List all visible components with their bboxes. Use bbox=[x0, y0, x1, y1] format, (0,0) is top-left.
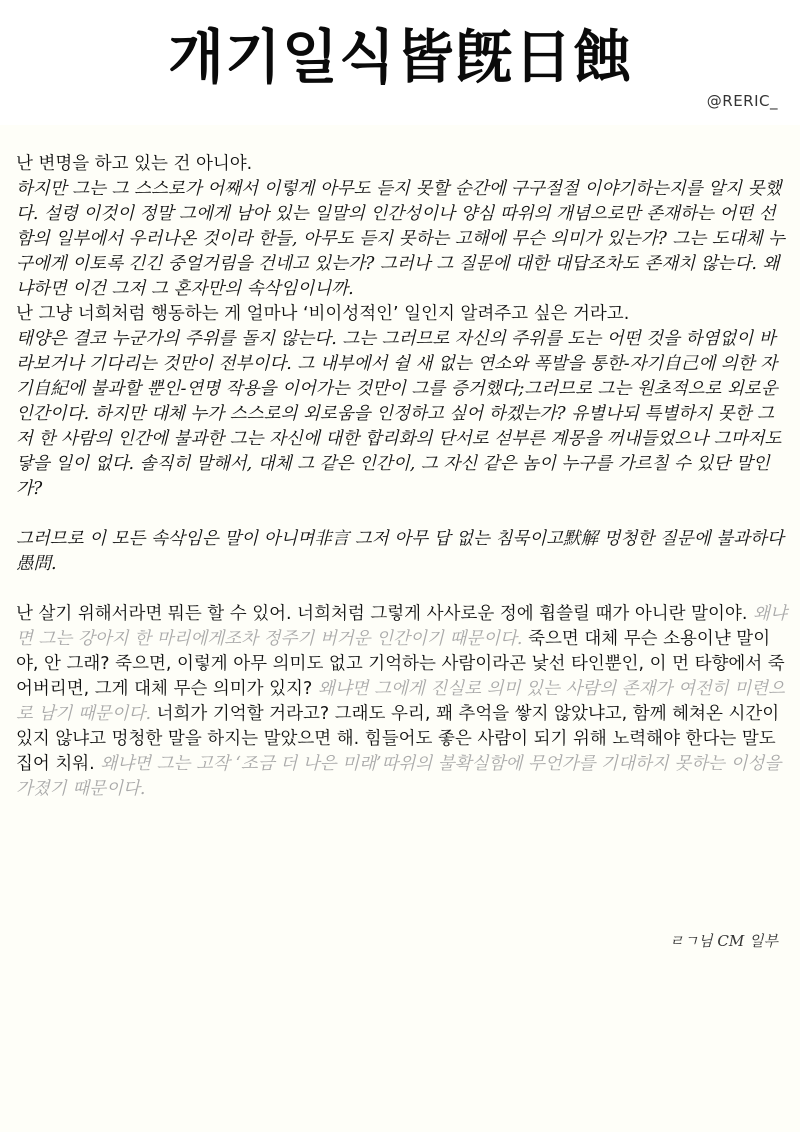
dialogue-line: 너희가 기억할 거라고? 그래도 우리, 꽤 추억을 쌓지 않았냐고, 함께 헤쳐온 시간이 있지 않냐고 멍청한 말을 하지는 말았으면 해. 힘들어도 좋은 사람이 되기 위해 노력해야 한다는 말도 집어 치워. bbox=[16, 704, 780, 774]
dialogue-line: 난 그냥 너희처럼 행동하는 게 얼마나 ‘비이성적인’ 일인지 알려주고 싶은 거라고. bbox=[16, 304, 630, 324]
dialogue-line: 난 살기 위해서라면 뭐든 할 수 있어. 너희처럼 그렇게 사사로운 정에 휩쓸릴 때가 아니란 말이야. bbox=[16, 604, 748, 624]
narration-italic: 하지만 그는 그 스스로가 어째서 이렇게 아무도 듣지 못할 순간에 구구절절 이야기하는지를 알지 못했다. 설령 이것이 정말 그에게 남아 있는 일말의 인간성이나 양심 따위의 개념으로만 존재하는 어떤 선함의 일부에서 우러나온 것이라 한들, 아무도 듣지 못하는 고해에 무슨 의미가 있는가? 그는 도대체 누구에게 이토록 긴긴 중얼거림을 건네고 있는가? 그러나 그 질문에 대한 대답조차도 존재치 않는다. 왜냐하면 이건 그저 그 혼자만의 속삭임이니까. bbox=[16, 179, 786, 299]
grey-narration: 왜냐면 그는 고작 ‘조금 더 나은 미래’따위의 불확실함에 무언가를 기대하지 못하는 이성을 가졌기 때문이다. bbox=[16, 754, 782, 799]
grey-narration: 왜냐면 그는 강아지 한 마리에게조차 정주기 버거운 인간이기 때문이다. bbox=[16, 604, 787, 649]
dialogue-line: 난 변명을 하고 있는 건 아니야. bbox=[16, 154, 253, 174]
paragraph-3 bbox=[16, 602, 788, 802]
narration-italic: 태양은 결코 누군가의 주위를 돌지 않는다. 그는 그러므로 자신의 주위를 도는 어떤 것을 하염없이 바라보거나 기다리는 것만이 전부이다. 그 내부에서 쉴 새 없는 연소와 폭발을 통한-자기自己에 의한 자기自紀에 불과할 뿐인-연명 작용을 이어가는 것만이 그를 증거했다;그러므로 그는 원초적으로 외로운 인간이다. 하지만 대체 누가 스스로의 외로움을 인정하고 싶어 하겠는가? 유별나되 특별하지 못한 그저 한 사람의 인간에 불과한 그는 자신에 대한 합리화의 단서로 섣부른 계몽을 꺼내들었으나 그마저도 닿을 일이 없다. 솔직히 말해서, 대체 그 같은 인간이, 그 자신 같은 놈이 누구를 가르칠 수 있단 말인가? bbox=[16, 329, 782, 499]
dialogue-line: 죽으면 대체 무슨 소용이냔 말이야, 안 그래? 죽으면, 이렇게 아무 의미도 없고 기억하는 사람이라곤 낯선 타인뿐인, 이 먼 타향에서 죽어버리면, 그게 대체 무슨 의미가 있지? bbox=[16, 629, 785, 699]
paragraph-1 bbox=[16, 152, 788, 502]
grey-narration: 왜냐면 그에게 진실로 의미 있는 사람의 존재가 여전히 미련으로 남기 때문이다. bbox=[16, 679, 785, 724]
author-handle: @RERIC_ bbox=[706, 92, 778, 110]
body-text bbox=[16, 152, 788, 802]
header bbox=[0, 0, 800, 125]
signature: ㄹㄱ님 CM 일부 bbox=[669, 932, 778, 950]
page-title: 개기일식皆旣日蝕 bbox=[167, 23, 633, 91]
paragraph-2: 그러므로 이 모든 속삭임은 말이 아니며非言 그저 아무 답 없는 침묵이고默解 멍청한 질문에 불과하다愚問. bbox=[16, 529, 784, 574]
